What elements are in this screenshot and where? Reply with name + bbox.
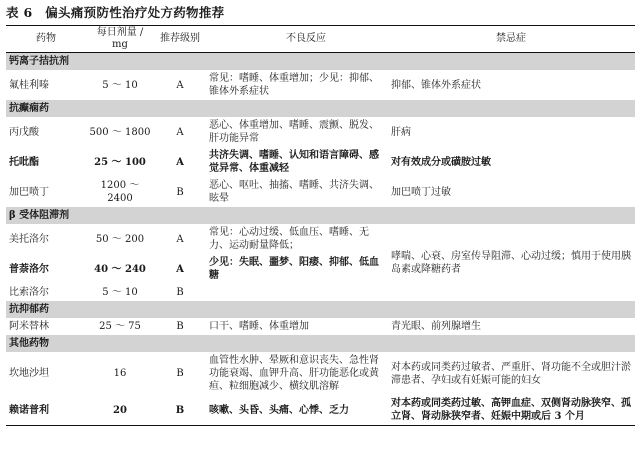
table-row [6, 224, 635, 254]
header-drug: 药物 [6, 26, 86, 53]
group-row [6, 207, 635, 224]
group-label: 钙离子拮抗剂 [6, 53, 635, 71]
dose-cell: 40 ～ 240 [94, 263, 146, 275]
drug-cell: 普萘洛尔 [9, 263, 49, 275]
drug-cell: 加巴喷丁 [9, 186, 49, 198]
drug-cell: 阿米替林 [9, 321, 49, 332]
dose-cell: 5 ～ 10 [102, 79, 138, 91]
header-adverse: 不良反应 [206, 26, 388, 53]
group-row [6, 100, 635, 117]
adverse-cell: 咳嗽、头昏、头痛、心悸、乏力 [206, 395, 388, 426]
contra-cell: 对本药或同类药过敏者、严重肝、肾功能不全或胆汁淤滞患者、孕妇或有妊娠可能的妇女 [391, 361, 631, 386]
contra-cell: 加巴喷丁过敏 [391, 186, 451, 198]
dose-cell: 500 ～ 1800 [89, 126, 151, 138]
table-row [6, 352, 635, 395]
adverse-cell: 常见：嗜睡、体重增加；少见：抑郁、锥体外系症状 [209, 73, 379, 97]
drug-table [6, 25, 635, 426]
adverse-cell: 少见：失眠、噩梦、阳痿、抑郁、低血糖 [209, 257, 379, 281]
grade-cell: B [176, 287, 184, 298]
table-row [6, 395, 635, 426]
group-label: β 受体阻滞剂 [6, 207, 635, 224]
dose-cell: 5 ～ 10 [102, 287, 138, 298]
grade-cell: B [176, 321, 184, 332]
contra-cell: 肝病 [391, 126, 411, 138]
table-caption: 表 6 偏头痛预防性治疗处方药物推荐 [6, 5, 225, 20]
group-row [6, 335, 635, 352]
dose-cell: 50 ～ 200 [95, 233, 145, 245]
dose-cell: 20 [86, 395, 154, 426]
drug-cell: 丙戊酸 [9, 126, 39, 138]
adverse-cell: 恶心、呕吐、抽搐、嗜睡、共济失调、眩晕 [209, 180, 379, 204]
table-header-row [6, 26, 635, 53]
adverse-cell: 血管性水肿、晕厥和意识丧失、急性肾功能衰竭、血钾升高、肝功能恶化或黄疸、粒细胞减少、横纹肌溶解 [209, 355, 379, 392]
adverse-cell: 恶心、体重增加、嗜睡、震颤、脱发、肝功能异常 [209, 120, 379, 144]
table-row [6, 177, 635, 207]
header-grade: 推荐级别 [154, 26, 206, 53]
grade-cell: A [176, 79, 184, 91]
dose-cell: 1200 ～ 2400 [100, 180, 140, 204]
grade-cell: A [176, 126, 184, 138]
dose-cell: 16 [113, 368, 127, 379]
contra-cell: 对本药或同类药过敏、高钾血症、双侧肾动脉狭窄、孤立肾、肾动脉狭窄者、妊娠中期或后 3 个月 [388, 395, 635, 426]
drug-cell: 托吡酯 [9, 156, 39, 168]
adverse-cell [206, 284, 388, 301]
drug-cell: 赖诺普利 [6, 395, 86, 426]
grade-cell: A [176, 233, 184, 245]
group-row [6, 53, 635, 71]
header-contra: 禁忌症 [388, 26, 635, 53]
drug-cell: 氟桂利嗪 [9, 79, 49, 91]
grade-cell: A [176, 263, 184, 275]
drug-cell: 坎地沙坦 [9, 368, 49, 379]
contra-cell: 抑郁、锥体外系症状 [391, 79, 481, 91]
header-dose-line1: 每日剂量 / [96, 27, 144, 38]
table-row [6, 70, 635, 100]
table-row [6, 318, 635, 335]
header-dose-line2: mg [112, 39, 128, 50]
dose-cell: 25 ～ 100 [94, 156, 146, 168]
grade-cell: B [176, 186, 184, 198]
header-dose [86, 26, 154, 53]
adverse-cell: 常见：心动过缓、低血压、嗜睡、无力、运动耐量降低； [209, 227, 369, 251]
group-label: 抗癫痫药 [6, 100, 635, 117]
dose-cell: 25 ～ 75 [99, 321, 141, 332]
adverse-cell: 共济失调、嗜睡、认知和语言障碍、感觉异常、体重减轻 [209, 150, 379, 174]
table-row [6, 117, 635, 147]
group-row [6, 301, 635, 318]
grade-cell: B [176, 368, 184, 379]
adverse-cell: 口干、嗜睡、体重增加 [209, 321, 309, 332]
drug-cell: 比索洛尔 [9, 287, 49, 298]
grade-cell: A [176, 156, 184, 168]
drug-cell: 美托洛尔 [9, 233, 49, 245]
group-label: 抗抑郁药 [6, 301, 635, 318]
contra-cell: 对有效成分或磺胺过敏 [391, 156, 491, 168]
contra-cell: 青光眼、前列腺增生 [391, 321, 481, 332]
group-label: 其他药物 [6, 335, 635, 352]
table-row [6, 147, 635, 177]
contra-cell: 哮喘、心衰、房室传导阻滞、心动过缓；慎用于使用胰岛素或降糖药者 [391, 250, 631, 275]
grade-cell: B [154, 395, 206, 426]
